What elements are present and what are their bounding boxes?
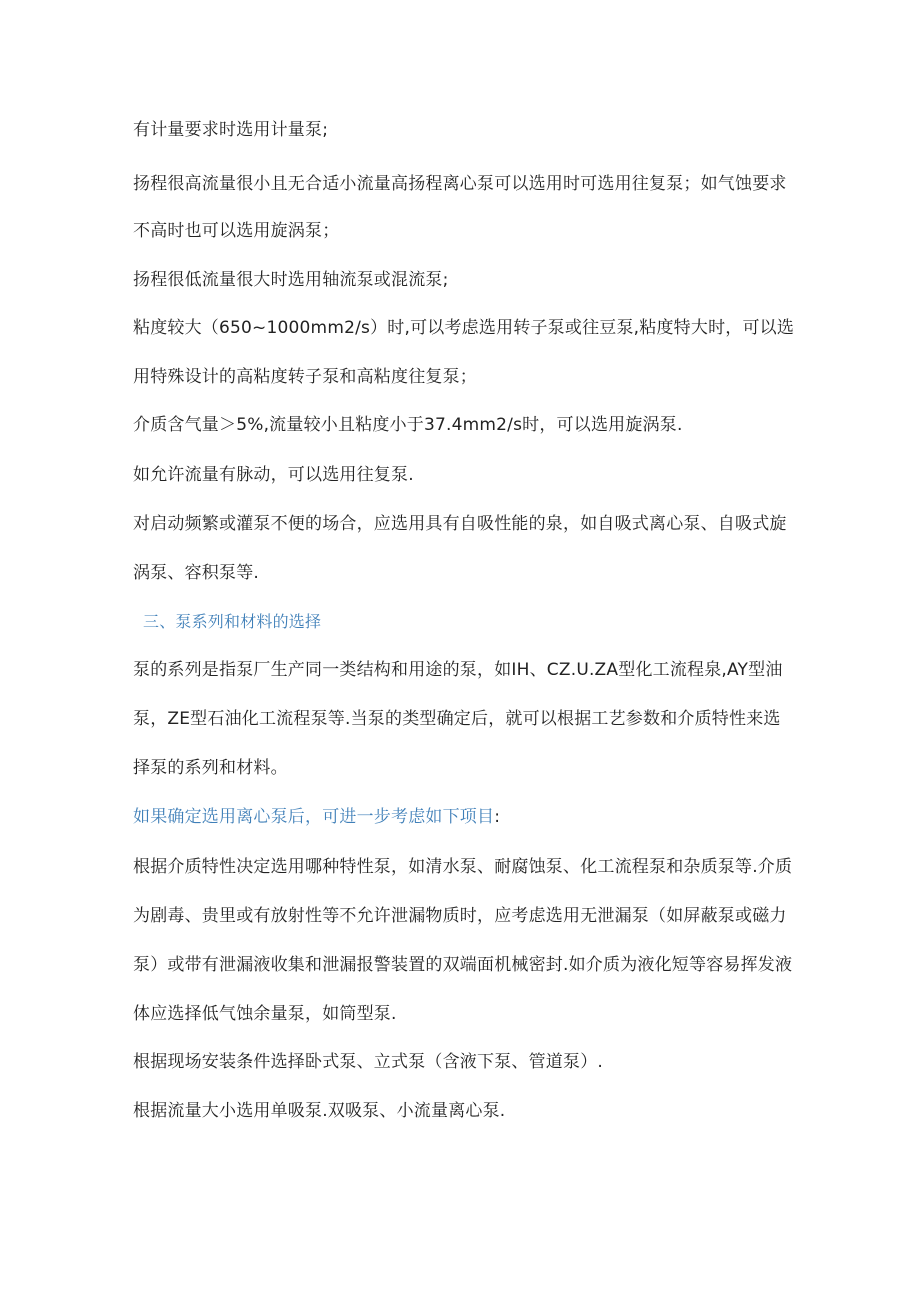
paragraph-installation: 根据现场安装条件选择卧式泵、立式泵（含液下泵、管道泵）. <box>133 1052 604 1072</box>
paragraph-medium-line2: 为剧毒、贵里或有放射性等不允许泄漏物质时，应考虑选用无泄漏泵（如屏蔽泵或磁力 <box>133 906 787 926</box>
section-heading: 三、泵系列和材料的选择 <box>143 612 322 631</box>
paragraph-gas-content: 介质含气量＞5%,流量较小且粘度小于37.4mm2∕s时，可以选用旋涡泵. <box>133 415 683 435</box>
paragraph-pulsating-flow: 如允许流量有脉动，可以选用往复泵. <box>133 465 414 485</box>
centrifugal-intro-colon: : <box>494 807 501 827</box>
centrifugal-intro-text: 如果确定选用离心泵后，可进一步考虑如下项目 <box>133 807 495 827</box>
paragraph-pump-series-line3: 择泵的系列和材料。 <box>133 758 288 778</box>
paragraph-reciprocating-pump-line2: 不高时也可以选用旋涡泵； <box>133 221 340 241</box>
paragraph-axial-flow-pump: 扬程很低流量很大时选用轴流泵或混流泵; <box>133 270 449 290</box>
paragraph-medium-line3: 泵）或带有泄漏液收集和泄漏报警装置的双端面机械密封.如介质为液化短等容易挥发液 <box>133 955 793 975</box>
paragraph-viscosity-line2: 用特殊设计的高粘度转子泵和高粘度往复泵； <box>133 367 477 387</box>
paragraph-centrifugal-intro <box>133 805 500 829</box>
paragraph-pump-series-line1: 泵的系列是指泵厂生产同一类结构和用途的泵，如IH、CZ.U.ZA型化工流程泉,AY型油 <box>133 660 783 680</box>
paragraph-self-priming-line2: 涡泵、容积泵等. <box>133 563 260 583</box>
paragraph-medium-line1: 根据介质特性决定选用哪种特性泵，如清水泵、耐腐蚀泵、化工流程泵和杂质泵等.介质 <box>133 857 793 877</box>
paragraph-reciprocating-pump-line1: 扬程很高流量很小且无合适小流量高扬程离心泵可以选用时可选用往复泵；如气蚀要求 <box>133 174 787 194</box>
paragraph-flow-rate: 根据流量大小选用单吸泵.双吸泵、小流量离心泵. <box>133 1101 506 1121</box>
paragraph-medium-line4: 体应选择低气蚀余量泵，如筒型泵. <box>133 1004 397 1024</box>
paragraph-viscosity-line1: 粘度较大（650~1000mm2∕s）时,可以考虑选用转子泵或往豆泵,粘度特大时，可以选 <box>133 318 795 338</box>
paragraph-self-priming-line1: 对启动频繁或灌泵不便的场合，应选用具有自吸性能的泉，如自吸式离心泵、自吸式旋 <box>133 514 787 534</box>
paragraph-metering-pump: 有计量要求时选用计量泵; <box>133 120 329 140</box>
paragraph-pump-series-line2: 泵，ZE型石油化工流程泵等.当泵的类型确定后，就可以根据工艺参数和介质特性来选 <box>133 709 781 729</box>
